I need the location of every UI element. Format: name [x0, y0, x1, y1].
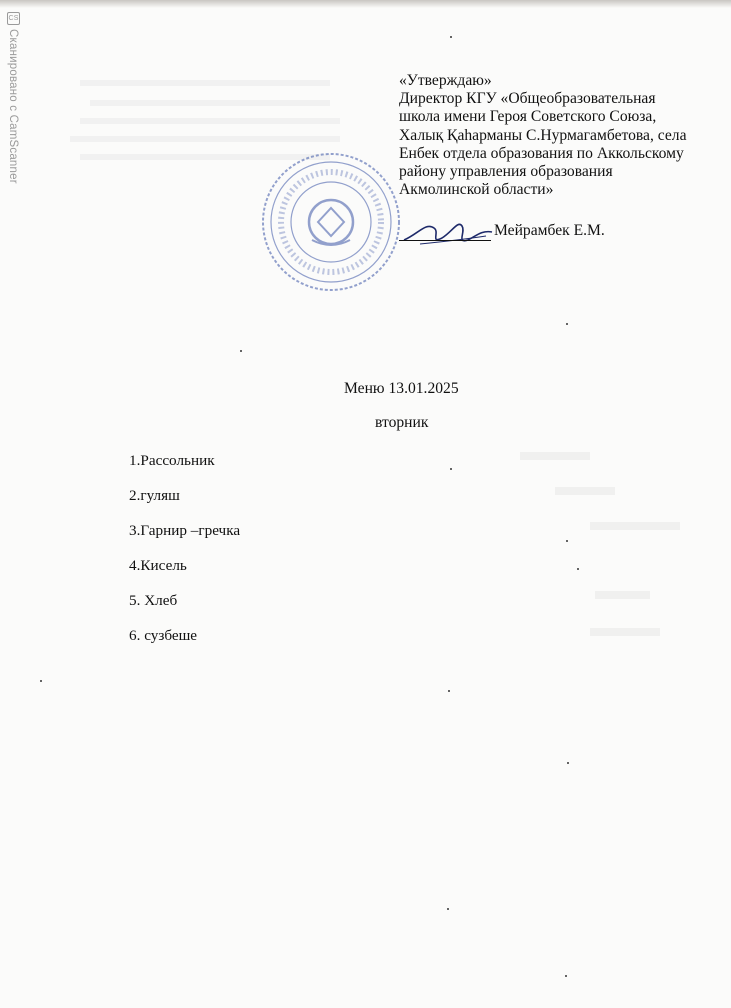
signature-row: [399, 222, 699, 244]
menu-item: 6. сузбеше: [129, 627, 198, 644]
menu-item: 3.Гарнир –гречка: [129, 522, 241, 539]
approval-block: [399, 72, 719, 199]
scan-edge-shadow: [0, 0, 731, 8]
approval-line: Халық Қаһарманы С.Нурмагамбетова, села: [399, 126, 687, 144]
camscanner-watermark: [4, 12, 20, 242]
camscanner-logo-icon: CS: [7, 12, 20, 25]
approval-heading: «Утверждаю»: [399, 72, 492, 89]
approval-line: Директор КГУ «Общеобразовательная: [399, 90, 656, 108]
menu-item: 1.Рассольник: [129, 452, 215, 469]
menu-title: Меню 13.01.2025: [344, 380, 459, 397]
approval-line: Акмолинской области»: [399, 181, 554, 199]
official-stamp-icon: [246, 150, 416, 300]
menu-day: вторник: [375, 414, 429, 431]
approval-line: школа имени Героя Советского Союза,: [399, 108, 657, 126]
menu-item: 5. Хлеб: [129, 592, 178, 609]
signature-line: [399, 240, 491, 241]
approval-line: району управления образования: [399, 163, 613, 181]
approval-line: Енбек отдела образования по Аккольскому: [399, 144, 684, 162]
signer-name: Мейрамбек Е.М.: [494, 222, 605, 239]
menu-item: 4.Кисель: [129, 557, 187, 574]
menu-item: 2.гуляш: [129, 487, 180, 504]
watermark-text: Сканировано с CamScanner: [7, 29, 20, 184]
